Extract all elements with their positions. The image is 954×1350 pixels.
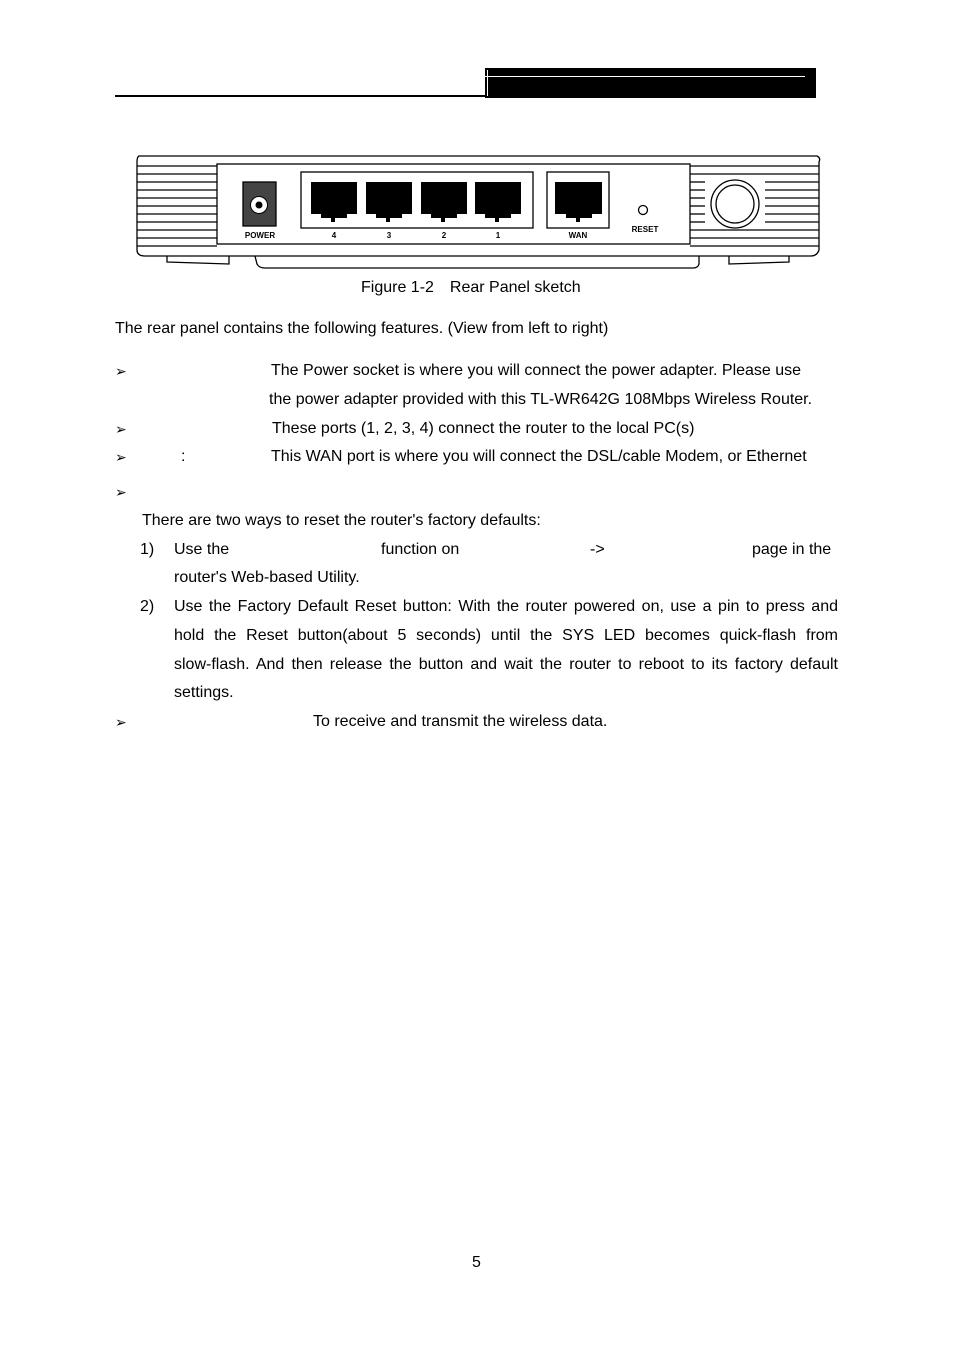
antenna-description: To receive and transmit the wireless data. (313, 713, 608, 730)
label-wan: WAN (568, 231, 588, 240)
label-power: POWER (244, 231, 276, 240)
bullet-arrow-icon: ➢ (115, 421, 127, 437)
bullet-arrow-icon: ➢ (115, 714, 127, 730)
power-socket (243, 182, 276, 226)
antenna-inner-ring (716, 185, 754, 223)
label-port-1: 1 (495, 231, 501, 240)
reset-item2-number: 2) (140, 598, 155, 615)
bullet-arrow-icon: ➢ (115, 449, 127, 465)
bullet-arrow-icon: ➢ (115, 363, 127, 379)
header-bar-line (485, 76, 805, 77)
label-reset: RESET (631, 225, 659, 234)
reset-item2-line1: Use the Factory Default Reset button: With the router powered on, use a pin to press and (174, 598, 838, 615)
reset-intro: There are two ways to reset the router's factory defaults: (142, 512, 541, 529)
reset-item2-line4: settings. (174, 684, 234, 701)
reset-item1-use: Use the (174, 541, 230, 558)
reset-item2-line3: slow-flash. And then release the button and wait the router to reboot to its factory default (174, 656, 838, 673)
wan-colon: : (181, 448, 186, 465)
left-vents (137, 166, 217, 246)
power-description-line2: the power adapter provided with this TL-WR642G 108Mbps Wireless Router. (269, 391, 813, 408)
antenna-outer-ring (711, 180, 759, 228)
label-port-4: 4 (331, 231, 337, 240)
reset-item1-arrow: -> (590, 541, 605, 558)
bullet-arrow-icon: ➢ (115, 484, 127, 500)
label-port-3: 3 (386, 231, 392, 240)
header-bar (485, 68, 816, 98)
reset-item1-function: function on (381, 541, 460, 558)
label-port-2: 2 (441, 231, 447, 240)
reset-item1-number: 1) (140, 541, 155, 558)
figure-caption: Figure 1-2 Rear Panel sketch (361, 279, 581, 296)
header-rule (115, 95, 487, 97)
page-number: 5 (472, 1254, 481, 1271)
lan-description: These ports (1, 2, 3, 4) connect the router to the local PC(s) (272, 420, 695, 437)
intro-paragraph: The rear panel contains the following features. (View from left to right) (115, 320, 609, 337)
rear-panel-sketch (133, 152, 823, 270)
power-description-line1: The Power socket is where you will connect the power adapter. Please use (271, 362, 802, 379)
wan-description: This WAN port is where you will connect the DSL/cable Modem, or Ethernet (271, 448, 807, 465)
reset-item1-line2: router's Web-based Utility. (174, 569, 360, 586)
reset-item2-line2: hold the Reset button(about 5 seconds) until the SYS LED becomes quick-flash from (174, 627, 838, 644)
header-bar-tick (487, 70, 488, 96)
reset-item1-page: page in the (752, 541, 832, 558)
